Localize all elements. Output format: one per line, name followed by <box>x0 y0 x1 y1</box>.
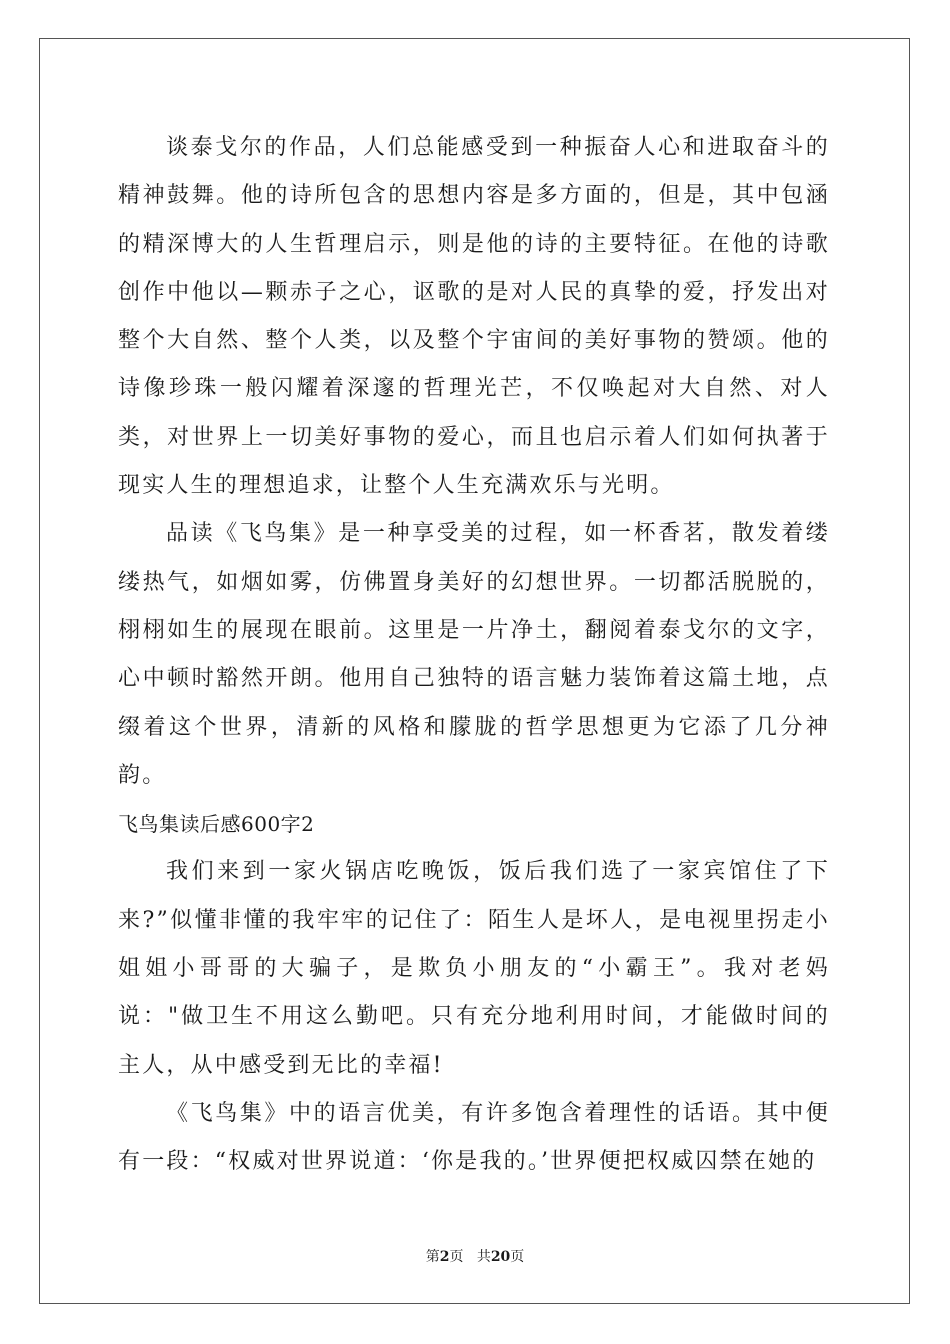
footer-prefix: 第 <box>425 1249 440 1265</box>
footer-total-prefix: 共 <box>476 1249 491 1265</box>
footer-total-unit: 页 <box>510 1249 525 1265</box>
footer-page-unit: 页 <box>449 1249 464 1265</box>
page-footer <box>0 1246 950 1266</box>
paragraph-stray-birds-reading: 品读《飞鸟集》是一种享受美的过程，如一杯香茗，散发着缕缕热气，如烟如雾，仿佛置身美好的幻想世界。一切都活脱脱的，栩栩如生的展现在眼前。这里是一片净土，翻阅着泰戈尔的文字，心中顿时豁然开朗。他用自己独特的语言魅力装饰着这篇土地，点缀着这个世界，清新的风格和朦胧的哲学思想更为它添了几分神韵。 <box>118 521 830 788</box>
paragraph-hotpot-dinner: 我们来到一家火锅店吃晚饭，饭后我们选了一家宾馆住了下来?”似懂非懂的我牢牢的记住了：陌生人是坏人，是电视里拐走小姐姐小哥哥的大骗子，是欺负小朋友的“小霸王”。我对老妈说："做卫生不用这么勤吧。只有充分地利用时间，才能做时间的主人，从中感受到无比的幸福! <box>118 859 830 1078</box>
document-body <box>118 124 830 1187</box>
footer-current-page: 2 <box>439 1249 450 1265</box>
section-heading: 飞鸟集读后感600字2 <box>118 812 315 837</box>
paragraph-language-beauty: 《飞鸟集》中的语言优美，有许多饱含着理性的话语。其中便有一段：“权威对世界说道：‘你是我的。’世界便把权威囚禁在她的 <box>118 1100 830 1175</box>
paragraph-tagore-works: 谈泰戈尔的作品，人们总能感受到一种振奋人心和进取奋斗的精神鼓舞。他的诗所包含的思想内容是多方面的，但是，其中包涵的精深博大的人生哲理启示，则是他的诗的主要特征。在他的诗歌创作中他以—颗赤子之心，讴歌的是对人民的真挚的爱，抒发出对整个大自然、整个人类，以及整个宇宙间的美好事物的赞颂。他的诗像珍珠一般闪耀着深邃的哲理光芒，不仅唤起对大自然、对人类，对世界上一切美好事物的爱心，而且也启示着人们如何执著于现实人生的理想追求，让整个人生充满欢乐与光明。 <box>118 135 830 499</box>
footer-total-pages: 20 <box>490 1249 511 1265</box>
